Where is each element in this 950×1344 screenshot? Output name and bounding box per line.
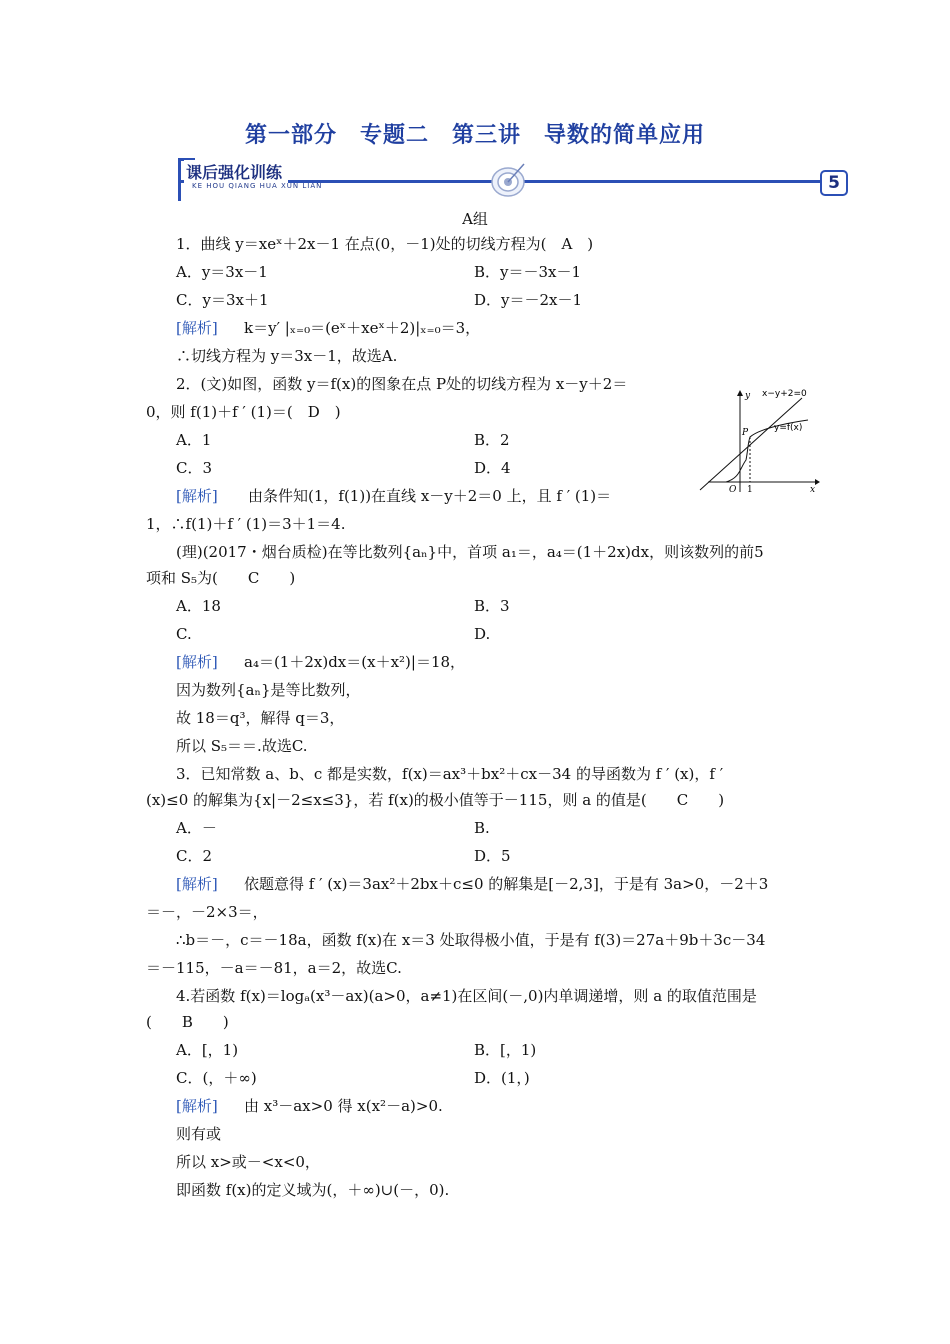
y-axis-arrow [737,390,743,396]
q3-option-c: C．2 [176,847,213,865]
q3-solution-line1: 依题意得 f ′ (x)＝3ax²＋2bx＋c≤0 的解集是[－2,3]，于是有 3a>0，－2＋3 [244,875,769,893]
question-2b-line2: 项和 S₅为( C ) [146,569,296,587]
q2-option-d: D．4 [474,459,511,477]
q3-solution-tag: [解析] [176,875,218,893]
x-axis-arrow [815,479,820,485]
q2b-option-c: C. [176,625,192,643]
function-graph-figure [690,380,820,495]
q2b-option-b: B．3 [474,597,510,615]
q2b-solution-line1: a₄＝(1＋2x)dx＝(x＋x²)|＝18， [244,653,466,671]
q2b-option-d: D. [474,625,491,643]
q4-solution-line2: 则有或 [176,1125,222,1143]
group-label: A组 [462,210,488,228]
q3-option-d: D．5 [474,847,511,865]
q4-solution-line4: 即函数 f(x)的定义域为(，＋∞)∪(－，0). [176,1181,450,1199]
tick-1-label: 1 [747,485,753,495]
q2b-solution-line3: 故 18＝q³，解得 q＝3， [176,709,345,727]
q1-option-d: D．y＝－2x－1 [474,291,583,309]
question-3-line2: (x)≤0 的解集为{x|－2≤x≤3}，若 f(x)的极小值等于－115，则 a 的值是( C ) [146,791,725,809]
q3-option-a: A．－ [176,819,217,837]
section-banner [178,158,848,202]
q1-option-a: A．y＝3x－1 [176,263,268,281]
banner-pinyin: KE HOU QIANG HUA XUN LIAN [192,182,323,190]
q1-option-b: B．y＝－3x－1 [474,263,582,281]
q2b-option-a: A．18 [176,597,221,615]
q2-option-b: B．2 [474,431,510,449]
q4-option-c: C．(，＋∞) [176,1069,257,1087]
q2-option-a: A．1 [176,431,212,449]
q3-solution-line2: ＝－，－2×3＝， [146,903,268,921]
question-1: 1．曲线 y＝xeˣ＋2x－1 在点(0，－1)处的切线方程为( A ) [176,235,594,253]
q2-solution-line1: 由条件知(1，f(1))在直线 x－y＋2＝0 上，且 f ′ (1)＝ [248,487,612,505]
q4-solution-line1: 由 x³－ax>0 得 x(x²－a)>0. [244,1097,443,1115]
page-title: 第一部分 专题二 第三讲 导数的简单应用 [244,123,705,148]
q3-option-b: B. [474,819,490,837]
q4-option-b: B．[，1) [474,1041,537,1059]
question-2-line1: 2．(文)如图，函数 y＝f(x)的图象在点 P处的切线方程为 x－y＋2＝ [176,375,628,393]
q1-option-c: C．y＝3x＋1 [176,291,269,309]
q4-solution-tag: [解析] [176,1097,218,1115]
origin-label: O [729,485,737,495]
q4-option-a: A．[，1) [176,1041,239,1059]
q2b-solution-line4: 所以 S₅＝＝.故选C. [176,737,308,755]
q3-solution-line4: ＝－115，－a＝－81，a＝2，故选C. [146,959,402,977]
q4-solution-line3: 所以 x>或－<x<0， [176,1153,320,1171]
question-4-line2: ( B ) [146,1013,229,1031]
question-2-line2: 0，则 f(1)＋f ′ (1)＝( D ) [146,403,341,421]
q1-solution-tag: [解析] [176,319,218,337]
q3-solution-line3: ∴b＝－，c＝－18a，函数 f(x)在 x＝3 处取得极小值，于是有 f(3)＝27a＋9b＋3c－34 [176,931,766,949]
q2b-solution-line2: 因为数列{aₙ}是等比数列， [176,681,361,699]
q4-option-d: D．(1，) [474,1069,530,1087]
question-3-line1: 3．已知常数 a、b、c 都是实数，f(x)＝ax³＋bx²＋cx－34 的导函数为 f ′ (x)，f ′ [176,765,724,783]
target-icon [488,162,528,198]
q1-solution-line1: k＝y′ |ₓ₌₀＝(eˣ＋xeˣ＋2)|ₓ₌₀＝3， [244,319,481,337]
question-2b-line1: (理)(2017・烟台质检)在等比数列{aₙ}中，首项 a₁＝，a₄＝(1＋2x)dx，则该数列的前5 [176,543,764,561]
banner-label: 课后强化训练 [184,160,288,183]
line-label: x−y+2=0 [762,389,807,399]
q2b-solution-tag: [解析] [176,653,218,671]
tangent-line [700,398,802,490]
y-axis-label: y [745,391,751,401]
q2-solution-line2: 1，∴f(1)＋f ′ (1)＝3＋1＝4. [146,515,346,533]
curve-label: y=f(x) [774,423,803,433]
q2-solution-tag: [解析] [176,487,218,505]
point-label: P [742,428,749,438]
q1-solution-line2: ∴切线方程为 y＝3x－1，故选A. [176,347,398,365]
q2-option-c: C．3 [176,459,213,477]
x-axis-label: x [810,485,816,495]
banner-number: 5 [820,170,848,196]
question-4-line1: 4.若函数 f(x)＝logₐ(x³－ax)(a>0，a≠1)在区间(－,0)内单调递增，则 a 的取值范围是 [176,987,757,1005]
